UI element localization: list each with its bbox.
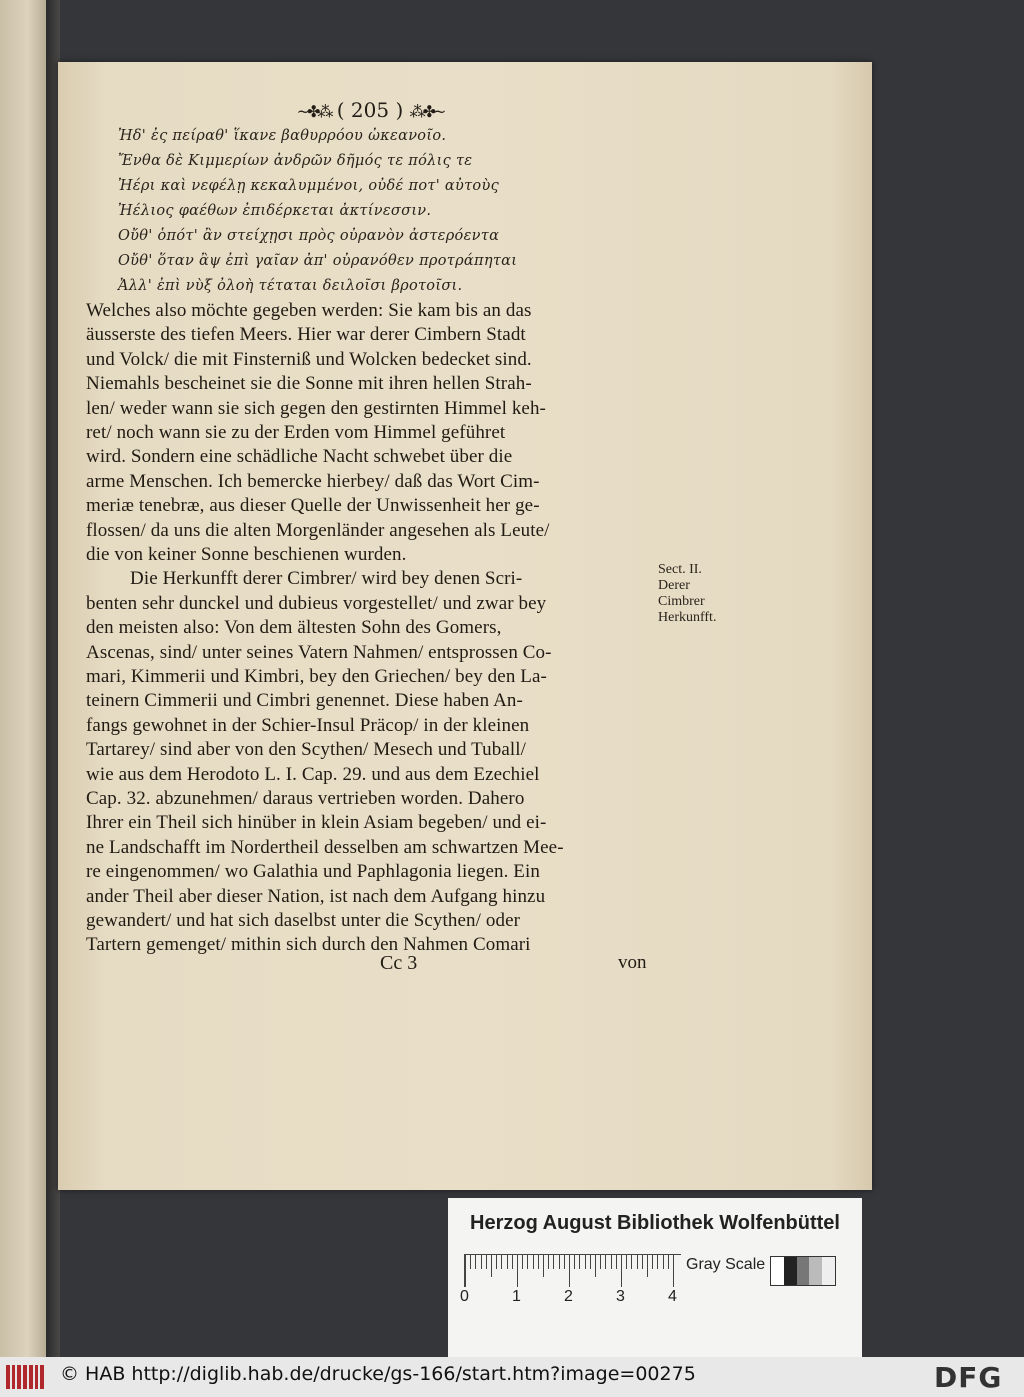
greek-line: Ἔνθα δὲ Κιμμερίων ἀνδρῶν δῆμός τε πόλις τε [118,153,473,169]
ruler-tick [621,1255,622,1287]
body-line: flossen/ da uns die alten Morgenländer angesehen als Leute/ [86,520,550,541]
ruler-number: 1 [512,1288,521,1305]
body-line: mari, Kimmerii und Kimbri, bey den Griechen/ bey den La- [86,666,547,687]
ruler-number: 4 [668,1288,677,1305]
greek-line: Ἠδ' ἐς πείραθ' ἵκανε βαθυρρόου ὠκεανοῖο. [118,128,447,144]
ruler-tick [486,1255,487,1269]
ruler-tick [559,1255,560,1269]
ruler-tick [611,1255,612,1269]
body-line: gewandert/ und hat sich daselbst unter die Scythen/ oder [86,910,521,931]
ruler-tick [600,1255,601,1269]
margin-note-line: Derer [658,578,690,593]
ruler-tick [637,1255,638,1269]
greek-line: Οὔθ' ὅταν ἂψ ἐπὶ γαῖαν ἀπ' οὐρανόθεν προτράπηται [118,253,518,269]
label-title: Herzog August Bibliothek Wolfenbüttel [470,1212,840,1234]
body-line: arme Menschen. Ich bemercke hierbey/ daß das Wort Cim- [86,471,540,492]
ruler-number: 2 [564,1288,573,1305]
body-line: Cap. 32. abzunehmen/ daraus vertrieben worden. Dahero [86,788,525,809]
body-line: ret/ noch wann sie zu der Erden vom Himmel geführet [86,422,506,443]
ruler-tick [481,1255,482,1269]
body-line: teinern Cimmerii und Cimbri genennet. Diese haben An- [86,690,523,711]
body-line: meriæ tenebræ, aus dieser Quelle der Unwissenheit her ge- [86,495,540,516]
ruler-tick [533,1255,534,1269]
greek-line: Ἠέλιος φαέθων ἐπιδέρκεται ἀκτίνεσσιν. [118,203,432,219]
body-line: Tartern gemenget/ mithin sich durch den Nahmen Comari [86,934,531,955]
ruler-tick [465,1255,466,1287]
margin-note-line: Herkunfft. [658,610,717,625]
body-line: Niemahls bescheinet sie die Sonne mit ihren hellen Strah- [86,373,532,394]
margin-note [658,562,738,626]
ruler-tick [590,1255,591,1269]
ruler-tick [501,1255,502,1269]
copyright-link[interactable]: © HAB http://diglib.hab.de/drucke/gs-166/start.htm?image=00275 [60,1363,696,1385]
ruler-tick [564,1255,565,1269]
body-line: Welches also möchte gegeben werden: Sie kam bis an das [86,300,532,321]
body-line: fangs gewohnet in der Schier-Insul Präcop/ in der kleinen [86,715,530,736]
gray-swatch [771,1257,784,1285]
ruler-tick [475,1255,476,1269]
ruler-tick [647,1255,648,1277]
body-line: wird. Sondern eine schädliche Nacht schwebet über die [86,446,513,467]
library-label [448,1198,862,1358]
ruler-tick [652,1255,653,1269]
ruler-tick [470,1255,471,1269]
body-line: len/ weder wann sie sich gegen den gestirnten Himmel keh- [86,398,546,419]
ruler-tick [585,1255,586,1269]
ruler-tick [517,1255,518,1287]
body-line: Ihrer ein Theil sich hinüber in klein Asiam begeben/ und ei- [86,812,547,833]
gray-swatch [809,1257,822,1285]
ruler-tick [642,1255,643,1269]
ruler-tick [657,1255,658,1269]
body-line: äusserste des tiefen Meers. Hier war derer Cimbern Stadt [86,324,526,345]
greek-line: Οὔθ' ὁπότ' ἂν στείχῃσι πρὸς οὐρανὸν ἀστερόεντα [118,228,500,244]
ruler-tick [626,1255,627,1269]
ruler-number: 0 [460,1288,469,1305]
body-line: Die Herkunfft derer Cimbrer/ wird bey denen Scri- [130,568,523,589]
footer-bar [0,1357,1024,1397]
body-line: re eingenommen/ wo Galathia und Paphlagonia liegen. Ein [86,861,540,882]
ruler-tick [631,1255,632,1269]
hab-bars-icon [6,1365,44,1389]
page-header [280,98,460,122]
body-line: Tartarey/ sind aber von den Scythen/ Mesech und Tuball/ [86,739,527,760]
body-line: Ascenas, sind/ unter seines Vatern Nahmen/ entsprossen Co- [86,642,552,663]
ruler-tick [574,1255,575,1269]
greek-line: Ἀλλ' ἐπὶ νὺξ ὀλοὴ τέταται δειλοῖσι βροτοῖσι. [118,278,463,294]
ruler-tick [548,1255,549,1269]
ruler-tick [527,1255,528,1269]
body-line: den meisten also: Von dem ältesten Sohn des Gomers, [86,617,502,638]
ruler-tick [569,1255,570,1287]
ruler-tick [668,1255,669,1269]
ruler-tick [538,1255,539,1269]
gray-scale-label: Gray Scale [686,1256,766,1273]
facing-page-edge [0,0,46,1357]
ornament-left-icon: ~✤⁂ [296,102,331,121]
ruler-tick [595,1255,596,1277]
body-line: die von keiner Sonne beschienen wurden. [86,544,407,565]
ornament-right-icon: ⁂✤~ [409,102,444,121]
ruler-tick [491,1255,492,1277]
page-number: ( 205 ) [336,98,404,122]
body-line: wie aus dem Herodoto L. I. Cap. 29. und aus dem Ezechiel [86,764,540,785]
gray-scale-swatch [770,1256,836,1286]
ruler-number: 3 [616,1288,625,1305]
ruler-tick [512,1255,513,1269]
dfg-logo: DFG [934,1361,1003,1394]
margin-note-line: Cimbrer [658,594,705,609]
ruler-tick [605,1255,606,1269]
ruler-tick [543,1255,544,1277]
ruler-tick [663,1255,664,1269]
body-line: benten sehr dunckel und dubieus vorgestellet/ und zwar bey [86,593,547,614]
ruler-tick [553,1255,554,1269]
ruler-tick [579,1255,580,1269]
body-line: ne Landschafft im Nordertheil desselben am schwartzen Mee- [86,837,564,858]
body-line: ander Theil aber dieser Nation, ist nach dem Aufgang hinzu [86,886,546,907]
ruler-tick [507,1255,508,1269]
gray-swatch [797,1257,810,1285]
ruler-tick [616,1255,617,1269]
measurement-ruler [464,1254,681,1287]
ruler-tick [522,1255,523,1269]
ruler-tick [673,1255,674,1287]
ruler-tick [496,1255,497,1269]
signature-mark: Cc 3 [380,952,418,974]
gray-swatch [822,1257,835,1285]
catchword: von [618,952,647,973]
body-line: und Volck/ die mit Finsterniß und Wolcken bedecket sind. [86,349,532,370]
margin-note-line: Sect. II. [658,562,702,577]
greek-line: Ἠέρι καὶ νεφέλῃ κεκαλυμμένοι, οὐδέ ποτ' αὐτοὺς [118,178,499,194]
gray-swatch [784,1257,797,1285]
